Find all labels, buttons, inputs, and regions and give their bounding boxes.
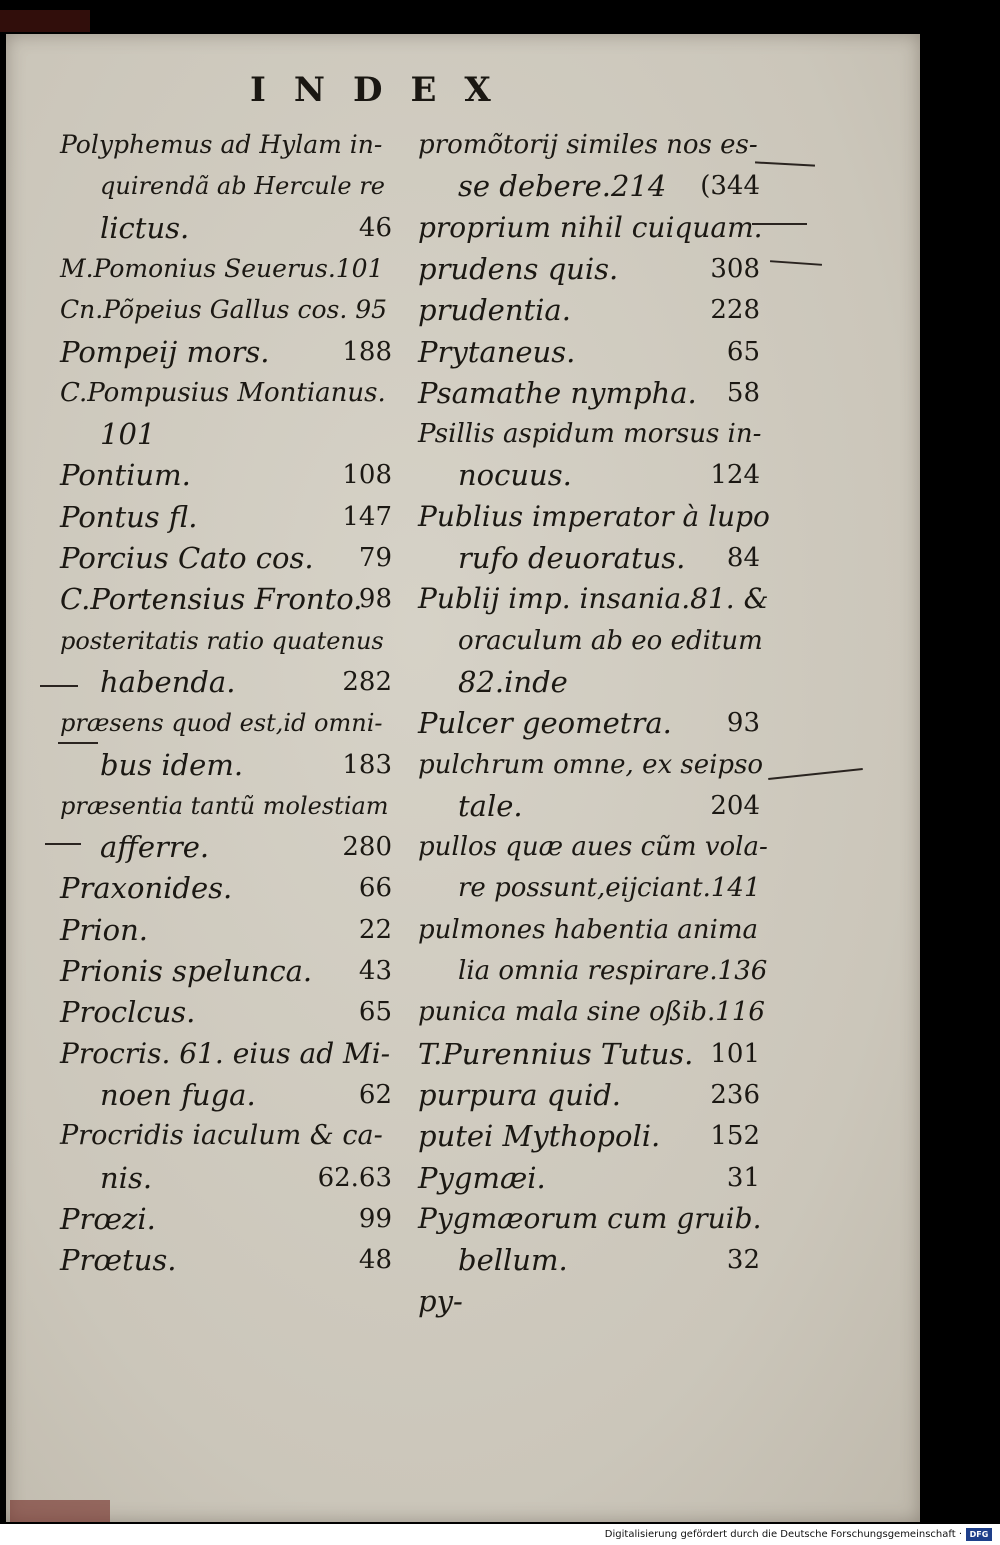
index-entry-text: putei Mythopoli. — [418, 1119, 661, 1154]
index-entry-text: 82.inde — [458, 664, 568, 699]
index-entry-text: bus idem. — [100, 747, 244, 782]
index-entry-page: 43 — [358, 956, 392, 986]
index-entry-page: 236 — [710, 1079, 760, 1110]
index-entry-page: 48 — [358, 1245, 392, 1276]
index-entry-text: prudens quis. — [418, 251, 619, 286]
index-entry-page: 32 — [726, 1245, 760, 1276]
index-entry-page: 66 — [358, 873, 392, 904]
spine-stain-bottom — [10, 1500, 110, 1522]
index-entry-text: Publij imp. insania.81. & — [418, 582, 769, 616]
index-entry-text: præsentia tantũ molestiam — [60, 791, 389, 820]
index-entry-page: 280 — [342, 832, 392, 863]
index-entry-text: Polyphemus ad Hylam in- — [60, 130, 383, 159]
margin-mark — [45, 843, 81, 845]
margin-mark — [752, 223, 807, 225]
index-entry-text: Pulcer geometra. — [418, 706, 672, 741]
index-entry-text: quirendã ab Hercule re — [100, 172, 385, 201]
index-entry-page: 84 — [726, 543, 760, 573]
index-entry-text: lia omnia respirare.136 — [458, 956, 768, 986]
index-entry-text: præsens quod est,id omni- — [60, 709, 383, 738]
index-entry-text: Prion. — [60, 912, 149, 947]
index-entry-text: Prœzi. — [60, 1201, 156, 1236]
index-entry-text: Pontus fl. — [60, 499, 198, 534]
index-entry-text: noen fuga. — [100, 1077, 256, 1112]
index-entry-text: Publius imperator à lupo — [418, 499, 770, 533]
index-entry-page: 93 — [726, 708, 760, 739]
index-entry-text: promõtorij similes nos es- — [418, 130, 758, 160]
index-entry-text: Pygmæorum cum gruib. — [418, 1201, 762, 1235]
index-entry-page: 147 — [342, 501, 392, 532]
index-entry-text: Procridis iaculum & ca- — [60, 1120, 383, 1152]
index-entry-page: 308 — [710, 253, 760, 284]
footer-bar — [0, 1524, 1000, 1545]
index-entry-page: (344 — [700, 171, 760, 202]
index-entry-text: py- — [418, 1284, 463, 1319]
index-entry-page: 65 — [726, 336, 760, 367]
index-entry-text: bellum. — [458, 1243, 568, 1278]
index-entry-page: 101 — [710, 1038, 760, 1069]
index-entry-text: 101 — [100, 417, 156, 452]
index-entry-text: nis. — [100, 1160, 153, 1195]
index-entry-text: Procris. 61. eius ad Mi- — [60, 1036, 391, 1070]
index-entry-text: Pontium. — [60, 458, 191, 493]
margin-mark — [40, 685, 78, 687]
index-entry-text: rufo deuoratus. — [458, 541, 686, 575]
index-entry-text: pullos quæ aues cũm vola- — [418, 832, 768, 863]
index-entry-page: 99 — [358, 1203, 392, 1234]
index-entry-page: 65 — [358, 997, 392, 1028]
index-entry-text: pulmones habentia anima — [418, 914, 759, 945]
dfg-logo: DFG — [966, 1528, 992, 1541]
index-entry-page: 204 — [710, 790, 760, 821]
index-entry-text: Psamathe nympha. — [418, 375, 697, 410]
index-entry-page: 152 — [710, 1121, 760, 1152]
index-entry-page: 183 — [342, 749, 392, 780]
index-entry-page: 108 — [342, 460, 392, 491]
index-entry-page: 228 — [710, 295, 760, 326]
index-entry-page: 22 — [358, 914, 392, 945]
spine-stain-top — [0, 10, 90, 32]
index-entry-page: 124 — [710, 460, 760, 491]
index-entry-text: Prytaneus. — [418, 334, 576, 369]
index-entry-page: 79 — [358, 543, 392, 573]
index-entry-text: purpura quid. — [418, 1077, 622, 1112]
index-entry-page: 98 — [358, 584, 392, 615]
index-entry-text: prudentia. — [418, 293, 571, 328]
index-entry-text: Porcius Cato cos. — [60, 541, 314, 575]
footer-credit: Digitalisierung gefördert durch die Deutsche Forschungsgemeinschaft · — [604, 1529, 962, 1540]
index-entry-page: 46 — [358, 212, 392, 243]
index-entry-page: 58 — [726, 377, 760, 408]
index-entry-text: Pygmæi. — [418, 1160, 546, 1195]
index-entry-page: 62 — [358, 1079, 392, 1110]
index-entry-text: habenda. — [100, 664, 236, 699]
index-entry-text: T.Purennius Tutus. — [418, 1036, 694, 1071]
index-entry-text: C.Portensius Fronto. — [60, 582, 363, 617]
index-entry-text: Cn.Põpeius Gallus cos. 95 — [60, 295, 388, 325]
index-entry-text: se debere.214 — [458, 169, 667, 204]
index-entry-text: lictus. — [100, 210, 190, 245]
index-entry-text: C.Pompusius Montianus. — [60, 377, 386, 408]
index-entry-text: proprium nihil cuiquam. — [418, 210, 763, 244]
index-entry-text: Praxonides. — [60, 871, 233, 906]
index-entry-text: re possunt,eijciant.141 — [458, 873, 761, 904]
index-entry-text: Pompeij mors. — [60, 334, 270, 369]
index-entry-page: 282 — [342, 666, 392, 697]
page-header: INDEX — [250, 70, 519, 110]
index-entry-text: tale. — [458, 788, 523, 823]
index-entry-text: Psillis aspidum morsus in- — [418, 419, 762, 450]
index-entry-page: 31 — [726, 1162, 760, 1193]
margin-mark — [58, 742, 98, 744]
index-entry-text: Proclcus. — [60, 995, 196, 1030]
index-entry-text: nocuus. — [458, 458, 572, 493]
index-entry-text: pulchrum omne, ex seipso — [418, 749, 764, 780]
index-entry-text: Prœtus. — [60, 1243, 177, 1278]
index-entry-text: afferre. — [100, 830, 210, 865]
index-entry-text: posteritatis ratio quatenus — [60, 626, 384, 655]
index-entry-text: punica mala sine oßib.116 — [418, 997, 765, 1028]
index-entry-text: M.Pomonius Seuerus.101 — [60, 253, 384, 283]
index-entry-text: oraculum ab eo editum — [458, 625, 763, 656]
index-entry-page: 188 — [342, 336, 392, 367]
index-entry-text: Prionis spelunca. — [60, 954, 313, 988]
index-entry-page: 62.63 — [317, 1162, 392, 1193]
